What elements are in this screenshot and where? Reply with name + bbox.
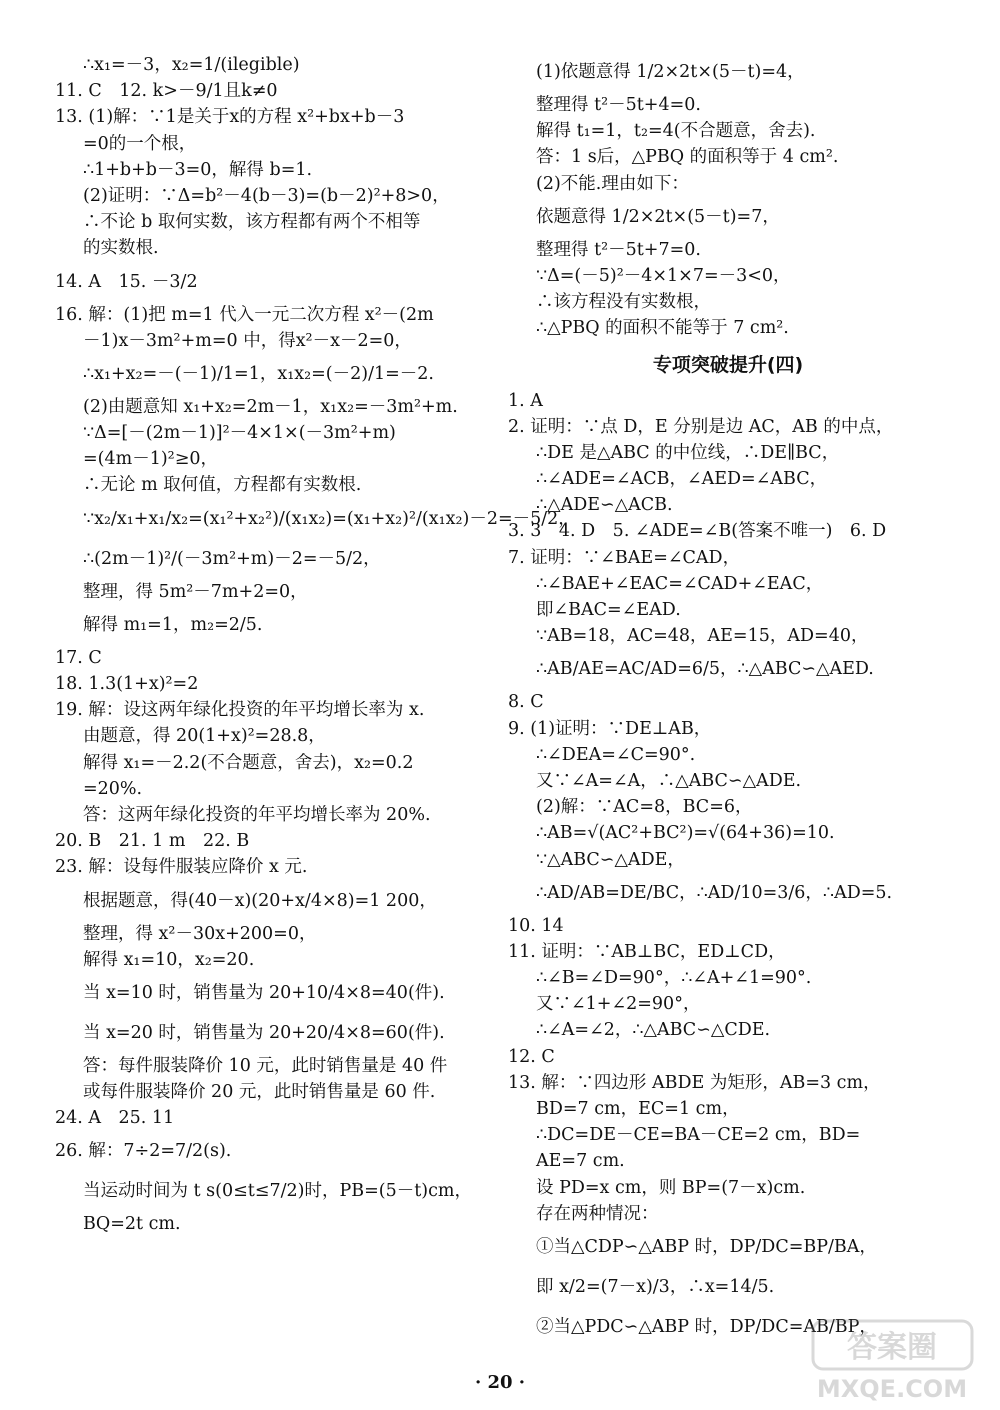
answer-line: 由题意，得 20(1+x)²=28.8， — [83, 726, 326, 747]
answer-line: AE=7 cm. — [536, 1151, 625, 1172]
watermark-logo — [805, 1315, 980, 1405]
answer-line: 解得 x₁=10，x₂=20. — [83, 949, 255, 970]
answer-line: 17. C — [55, 647, 102, 668]
svg-text:答案圈: 答案圈 — [847, 1330, 937, 1365]
answer-line: =20%. — [83, 778, 143, 799]
answer-line: ∵x₂/x₁+x₁/x₂=(x₁²+x₂²)/(x₁x₂)=(x₁+x₂)²/(x₁x₂)－2=－5/2， — [83, 508, 576, 529]
answer-line: 根据题意，得(40－x)(20+x/4×8)=1 200， — [83, 890, 437, 911]
answer-line: ∴该方程没有实数根， — [536, 292, 711, 313]
answer-line: ∴∠BAE+∠EAC=∠CAD+∠EAC， — [536, 573, 824, 594]
answer-line: ∵Δ=[－(2m－1)]²－4×1×(－3m²+m) — [83, 423, 396, 444]
answer-line: ∴△PBQ 的面积不能等于 7 cm². — [536, 318, 789, 339]
answer-line: 3. 3 4. D 5. ∠ADE=∠B(答案不唯一) 6. D — [508, 521, 887, 542]
answer-line: 2. 证明：∵点 D，E 分别是边 AC，AB 的中点， — [508, 416, 894, 437]
answer-line: (2)由题意知 x₁+x₂=2m－1，x₁x₂=－3m²+m. — [83, 396, 458, 417]
answer-line: 13. 解：∵四边形 ABDE 为矩形，AB=3 cm， — [508, 1072, 881, 1093]
answer-line: ∴(2m－1)²/(－3m²+m)－2=－5/2， — [83, 548, 381, 569]
answer-line: 14. A 15. －3/2 — [55, 271, 198, 292]
answer-line: 11. 证明：∵AB⊥BC，ED⊥CD， — [508, 941, 786, 962]
answer-line: (2)证明：∵Δ=b²－4(b－3)=(b－2)²+8>0， — [83, 185, 450, 206]
answer-line: ∴x₁=－3，x₂=1/(ilegible) — [83, 55, 300, 75]
answer-line: 或每件服装降价 20 元，此时销售量是 60 件. — [83, 1082, 436, 1103]
answer-line: ∴AB/AE=AC/AD=6/5，∴△ABC∽△AED. — [536, 659, 874, 680]
answer-line: 20. B 21. 1 m 22. B — [55, 831, 250, 852]
answer-line: 24. A 25. 11 — [55, 1108, 175, 1129]
answer-line: 18. 1.3(1+x)²=2 — [55, 674, 199, 694]
answer-line: 8. C — [508, 692, 544, 713]
answer-line: 9. (1)证明：∵DE⊥AB， — [508, 718, 712, 739]
answer-line: ∴AB=√(AC²+BC²)=√(64+36)=10. — [536, 823, 835, 844]
answer-line: 13. (1)解：∵1是关于x的方程 x²+bx+b－3 — [55, 107, 405, 128]
answer-line: 整理得 t²－5t+4=0. — [536, 95, 701, 115]
answer-line: =0的一个根， — [83, 133, 197, 154]
page-number: · 20 · — [474, 1372, 526, 1393]
section-heading: 专项突破提升(四) — [652, 353, 804, 376]
answer-line: 解得 m₁=1，m₂=2/5. — [83, 614, 263, 635]
answer-line: (1)依题意得 1/2×2t×(5－t)=4， — [536, 62, 805, 82]
answer-line: (2)不能.理由如下： — [536, 173, 689, 194]
answer-line: 即 x/2=(7－x)/3，∴x=14/5. — [536, 1276, 775, 1297]
answer-line: 整理得 t²－5t+7=0. — [536, 239, 701, 260]
answer-line: ∴不论 b 取何实数，该方程都有两个不相等 — [83, 212, 421, 233]
answer-line: 存在两种情况： — [536, 1203, 659, 1224]
svg-text:MXQE.COM: MXQE.COM — [816, 1375, 968, 1403]
answer-line: ∴∠DEA=∠C=90°. — [536, 744, 696, 765]
answer-line: ②当△PDC∽△ABP 时，DP/DC=AB/BP， — [536, 1316, 877, 1337]
answer-line: ∴DC=DE－CE=BA－CE=2 cm，BD= — [536, 1125, 861, 1146]
answer-line: 当 x=20 时，销售量为 20+20/4×8=60(件). — [83, 1022, 445, 1043]
answer-line: 解得 t₁=1，t₂=4(不合题意，舍去). — [536, 121, 816, 142]
answer-line: ∴∠B=∠D=90°，∴∠A+∠1=90°. — [536, 968, 812, 989]
answer-line: －1)x－3m²+m=0 中，得x²－x－2=0， — [83, 330, 412, 351]
answer-line: ∴AD/AB=DE/BC，∴AD/10=3/6，∴AD=5. — [536, 882, 893, 903]
answer-line: 当运动时间为 t s(0≤t≤7/2)时，PB=(5－t)cm， — [83, 1181, 472, 1202]
answer-line: ∴∠ADE=∠ACB，∠AED=∠ABC， — [536, 469, 828, 490]
answer-line: 设 PD=x cm，则 BP=(7－x)cm. — [536, 1177, 806, 1198]
answer-line: ∴无论 m 取何值，方程都有实数根. — [83, 475, 362, 496]
answer-line: 12. C — [508, 1046, 555, 1067]
answer-line: 答：1 s后，△PBQ 的面积等于 4 cm². — [536, 147, 839, 168]
answer-line: 16. 解：(1)把 m=1 代入一元二次方程 x²－(2m — [55, 304, 434, 325]
answer-line: 又∵∠A=∠A，∴△ABC∽△ADE. — [536, 770, 802, 791]
answer-line: ①当△CDP∽△ABP 时，DP/DC=BP/BA， — [536, 1236, 877, 1257]
answer-line: 1. A — [508, 390, 543, 411]
answer-line: 当 x=10 时，销售量为 20+10/4×8=40(件). — [83, 982, 445, 1003]
right-column — [508, 52, 948, 1347]
answer-line: 11. C 12. k>－9/1且k≠0 — [55, 81, 278, 102]
answer-line: 26. 解：7÷2=7/2(s). — [55, 1141, 232, 1162]
answer-line: 整理，得 5m²－7m+2=0， — [83, 581, 308, 602]
answer-line: ∴∠A=∠2，∴△ABC∽△CDE. — [536, 1020, 771, 1041]
answer-line: 解得 x₁=－2.2(不合题意，舍去)，x₂=0.2 — [83, 752, 414, 773]
answer-line: BQ=2t cm. — [83, 1214, 181, 1235]
answer-line: BD=7 cm，EC=1 cm， — [536, 1099, 740, 1119]
answer-line: 即∠BAC=∠EAD. — [536, 600, 681, 620]
answer-line: =(4m－1)²≥0， — [83, 449, 218, 470]
answer-line: ∵△ABC∽△ADE， — [536, 849, 685, 870]
answer-line: 整理，得 x²－30x+200=0， — [83, 923, 317, 944]
answer-line: (2)解：∵AC=8，BC=6， — [536, 797, 753, 818]
answer-line: 的实数根. — [83, 238, 159, 259]
answer-line: 又∵∠1+∠2=90°， — [536, 994, 701, 1015]
answer-line: 23. 解：设每件服装应降价 x 元. — [55, 857, 308, 878]
answer-line: ∵Δ=(－5)²－4×1×7=－3<0， — [536, 265, 791, 286]
answer-line: 19. 解：设这两年绿化投资的年平均增长率为 x. — [55, 700, 425, 721]
answer-line: 7. 证明：∵∠BAE=∠CAD， — [508, 547, 741, 568]
answer-line: 10. 14 — [508, 915, 564, 936]
answer-line: 依题意得 1/2×2t×(5－t)=7， — [536, 206, 780, 227]
answer-line: ∴△ADE∽△ACB. — [536, 495, 673, 516]
answer-line: ∴1+b+b－3=0，解得 b=1. — [83, 159, 313, 180]
answer-line: ∵AB=18，AC=48，AE=15，AD=40， — [536, 626, 869, 647]
answer-line: 答：每件服装降价 10 元，此时销售量是 40 件 — [83, 1055, 448, 1076]
answer-line: 答：这两年绿化投资的年平均增长率为 20%. — [83, 804, 431, 825]
answer-line: ∴x₁+x₂=－(－1)/1=1，x₁x₂=(－2)/1=－2. — [83, 363, 434, 384]
answer-line: ∴DE 是△ABC 的中位线，∴DE∥BC， — [536, 442, 840, 463]
